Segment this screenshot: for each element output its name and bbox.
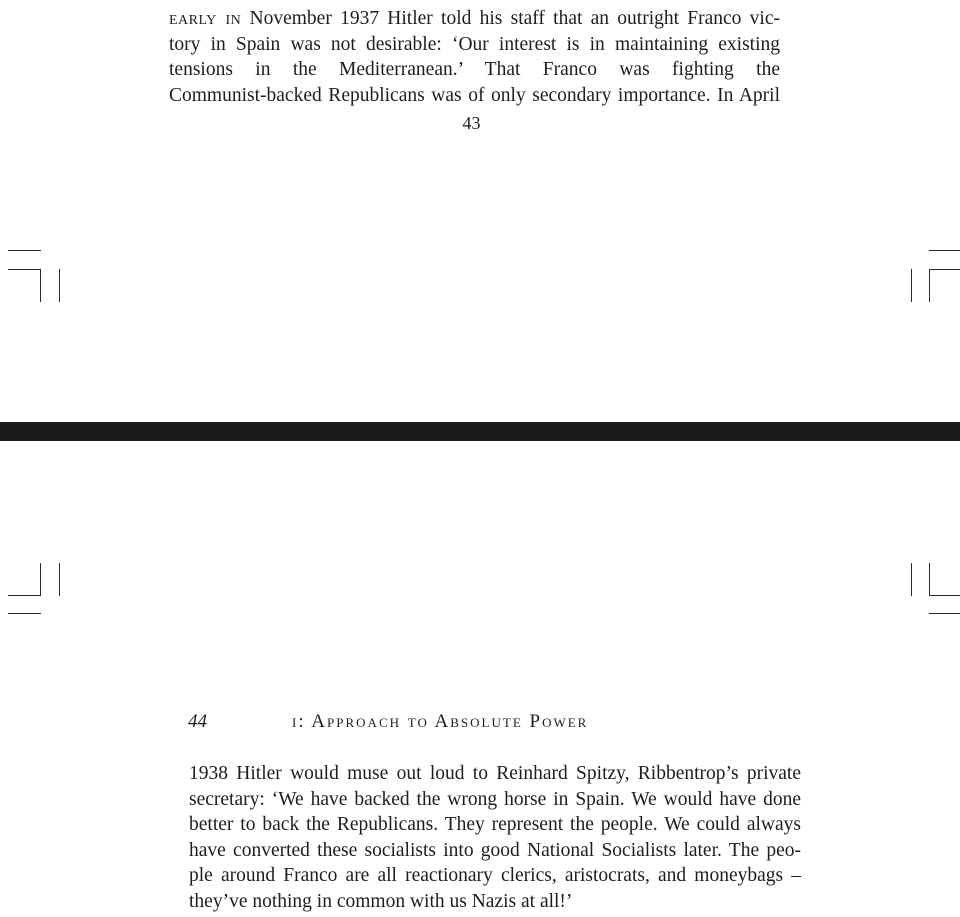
- lower-page-body-text: [189, 761, 801, 914]
- text-line: they’ve nothing in common with us Nazis at all!’: [189, 890, 573, 912]
- text-line-content: November 1937 Hitler told his staff that an outright Franco vic-: [241, 8, 780, 29]
- text-line: ple around Franco are all reactionary clerics, aristocrats, and moneybags –: [189, 865, 801, 886]
- spread-divider: [0, 422, 960, 441]
- text-line: Communist-backed Republicans was of only secondary importance. In April: [169, 84, 780, 106]
- crop-mark: [929, 250, 960, 251]
- upper-page: [0, 0, 960, 422]
- crop-mark: [59, 269, 60, 302]
- crop-mark: [929, 595, 960, 596]
- running-head: [188, 711, 808, 737]
- crop-mark: [40, 269, 41, 302]
- crop-mark: [8, 613, 41, 614]
- text-line: have converted these socialists into good National Socialists later. The peo-: [189, 839, 801, 861]
- crop-mark: [911, 563, 912, 596]
- crop-mark: [8, 595, 41, 596]
- running-head-title: i: Approach to Absolute Power: [292, 711, 589, 732]
- crop-mark: [911, 269, 912, 302]
- crop-mark: [8, 269, 41, 270]
- crop-mark: [929, 563, 930, 596]
- crop-mark: [8, 250, 41, 251]
- crop-mark: [40, 563, 41, 596]
- text-line: [169, 6, 780, 32]
- page-number: 43: [462, 113, 481, 133]
- text-line: secretary: ‘We have backed the wrong horse in Spain. We would have done: [189, 788, 801, 810]
- text-line: 1938 Hitler would muse out loud to Reinhard Spitzy, Ribbentrop’s private: [189, 763, 801, 784]
- text-line: tory in Spain was not desirable: ‘Our interest is in maintaining existing: [169, 33, 780, 55]
- text-line: tensions in the Mediterranean.’ That Franco was fighting the: [169, 59, 780, 80]
- text-line: better to back the Republicans. They represent the people. We could always: [189, 814, 801, 835]
- upper-page-body-text: [169, 6, 780, 108]
- crop-mark: [929, 613, 960, 614]
- crop-mark: [929, 269, 960, 270]
- crop-mark: [59, 563, 60, 596]
- crop-mark: [929, 269, 930, 302]
- page-number: 44: [188, 711, 207, 732]
- lead-in-small-caps: early in: [169, 8, 242, 29]
